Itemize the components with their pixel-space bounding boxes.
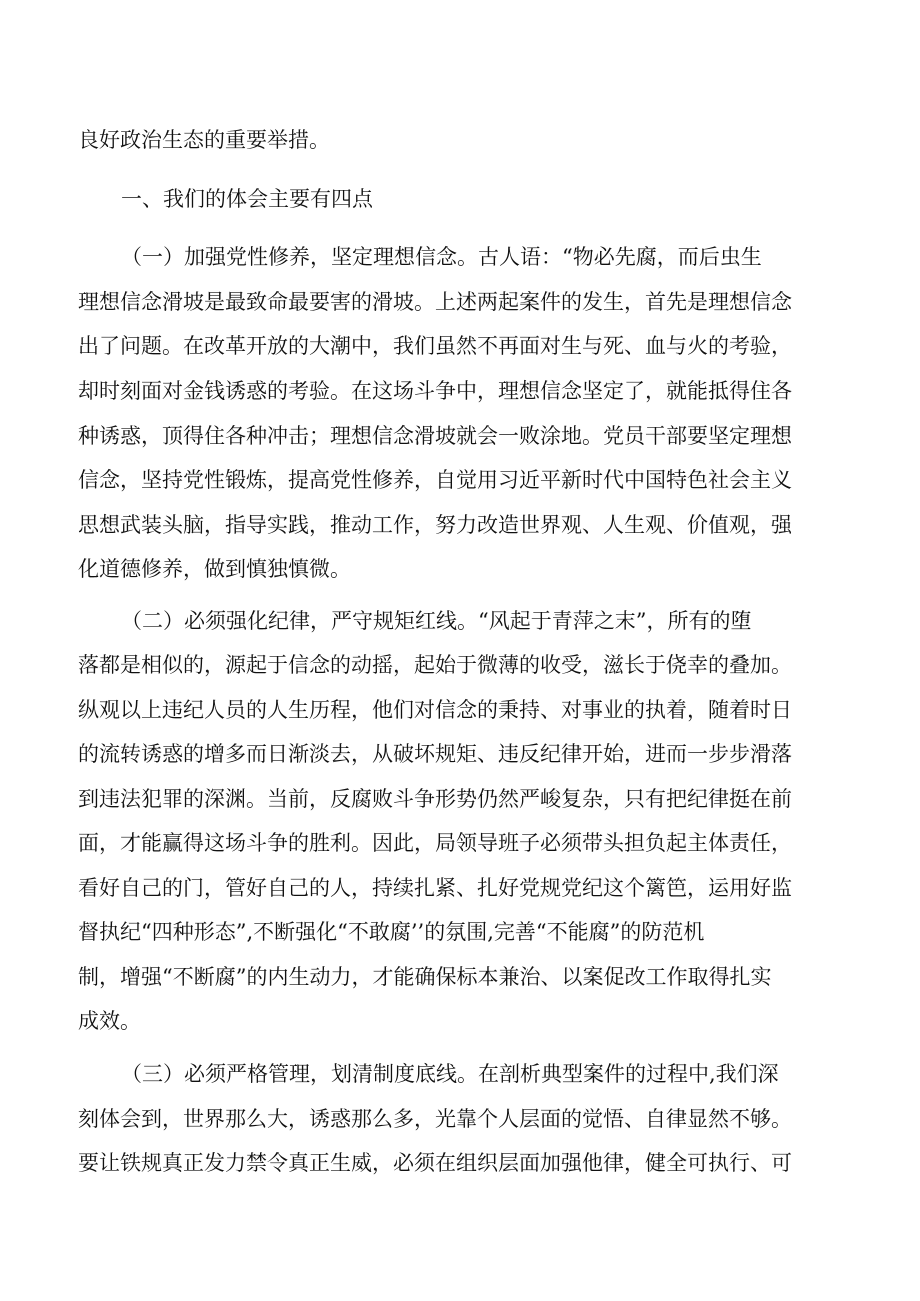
paragraph-line: 化道德修养，做到慎独慎微。 [78,557,351,581]
opening-line: 良好政治生态的重要举措。 [78,128,330,152]
paragraph-line: 出了问题。在改革开放的大潮中，我们虽然不再面对生与死、血与火的考验， [78,334,792,358]
paragraph-line: 看好自己的门，管好自己的人，持续扎紧、扎好党规党纪这个篱笆，运用好监 [78,876,792,900]
paragraph-line: 纵观以上违纪人员的人生历程，他们对信念的秉持、对事业的执着，随着时日 [78,698,792,722]
paragraph-line: 刻体会到，世界那么大，诱惑那么多，光靠个人层面的觉悟、自律显然不够。 [78,1107,792,1131]
paragraph-line: 督执纪“四种形态”,不断强化“不敢腐’’的氛围,完善“不能腐”的防范机 [78,920,705,944]
paragraph-line: 理想信念滑坡是最致命最要害的滑坡。上述两起案件的发生，首先是理想信念 [78,290,792,314]
paragraph-line: 要让铁规真正发力禁令真正生威，必须在组织层面加强他律，健全可执行、可 [78,1151,792,1175]
paragraph-line: 却时刻面对金钱诱惑的考验。在这场斗争中，理想信念坚定了，就能抵得住各 [78,379,792,403]
section-heading: 一、我们的体会主要有四点 [121,187,373,211]
paragraph-line: 思想武装头脑，指导实践，推动工作，努力改造世界观、人生观、价值观，强 [78,513,792,537]
paragraph-line: 成效。 [78,1009,141,1033]
paragraph-line: 到违法犯罪的深渊。当前，反腐败斗争形势仍然严峻复杂，只有把纪律挺在前 [78,787,792,811]
paragraph-line: 制，增强“不断腐”的内生动力，才能确保标本兼治、以案促改工作取得扎实 [78,965,772,989]
paragraph-line: （一）加强党性修养，坚定理想信念。古人语：“物必先腐，而后虫生 [121,245,762,269]
paragraph-line: 面，才能赢得这场斗争的胜利。因此，局领导班子必须带头担负起主体责任， [78,831,792,855]
paragraph-line: 信念，坚持党性锻炼，提高党性修养，自觉用习近平新时代中国特色社会主义 [78,468,792,492]
paragraph-line: 的流转诱惑的增多而日渐淡去，从破坏规矩、违反纪律开始，进而一步步滑落 [78,742,792,766]
paragraph-line: （二）必须强化纪律，严守规矩红线。“风起于青萍之末”，所有的堕 [121,609,752,633]
paragraph-line: 落都是相似的，源起于信念的动摇，起始于微薄的收受，滋长于侥幸的叠加。 [78,653,792,677]
paragraph-line: 种诱惑，顶得住各种冲击；理想信念滑坡就会一败涂地。党员干部要坚定理想 [78,424,792,448]
paragraph-line: （三）必须严格管理，划清制度底线。在剖析典型案件的过程中,我们深 [121,1062,779,1086]
